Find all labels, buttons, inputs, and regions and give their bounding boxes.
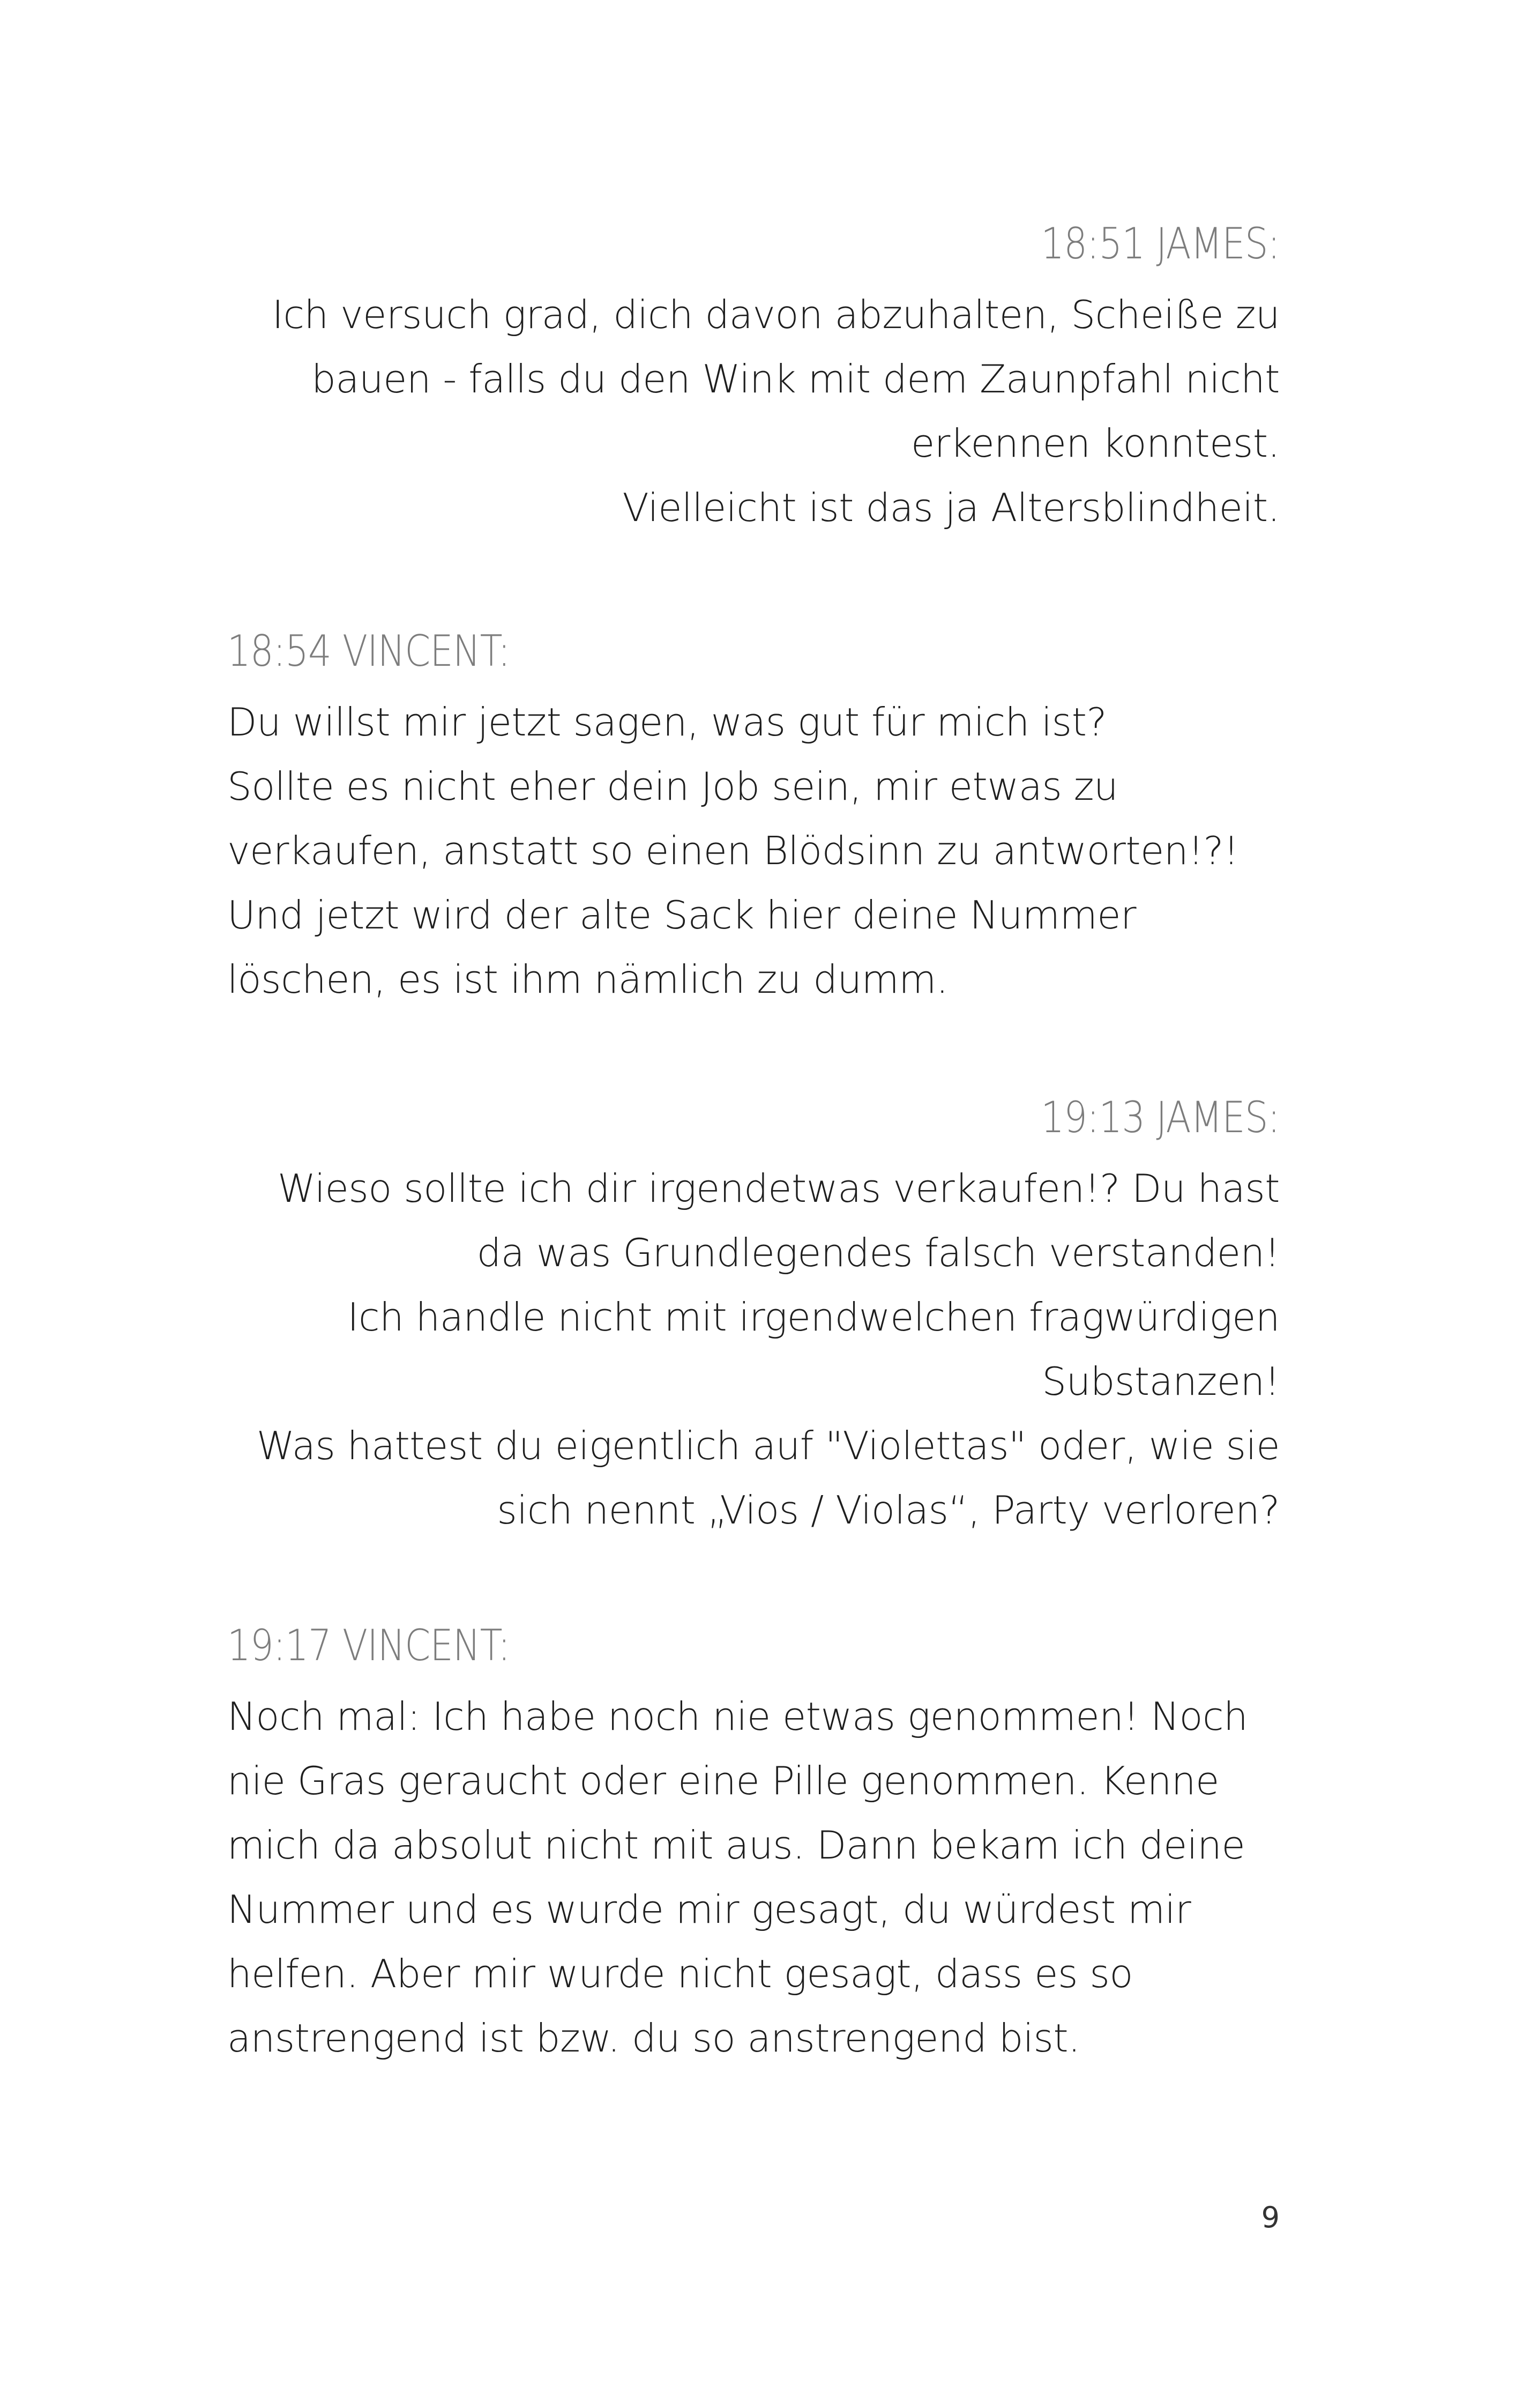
message-line: verkaufen, anstatt so einen Blödsinn zu antworten!?! — [227, 828, 1239, 873]
message-james-1913 — [227, 1091, 1280, 1542]
message-line: anstrengend ist bzw. du so anstrengend bist. — [227, 2016, 1080, 2061]
message-vincent-1917 — [227, 1619, 1280, 2070]
message-line: Ich versuch grad, dich davon abzuhalten, Scheiße zu — [272, 292, 1280, 337]
message-line: Nummer und es wurde mir gesagt, du würdest mir — [227, 1887, 1191, 1932]
message-body — [227, 1684, 1280, 2070]
message-body — [227, 690, 1280, 1012]
message-line: erkennen konntest. — [910, 421, 1280, 466]
message-line: Du willst mir jetzt sagen, was gut für mich ist? — [227, 700, 1107, 745]
message-vincent-1854 — [227, 625, 1280, 1012]
message-line: sich nennt „Vios / Violas“, Party verloren? — [497, 1488, 1280, 1533]
message-line: Und jetzt wird der alte Sack hier deine Nummer — [227, 893, 1137, 938]
message-line: Sollte es nicht eher dein Job sein, mir etwas zu — [227, 764, 1118, 809]
message-james-1851 — [227, 217, 1280, 540]
message-line: da was Grundlegendes falsch verstanden! — [476, 1230, 1280, 1275]
message-body — [227, 1156, 1280, 1542]
message-line: löschen, es ist ihm nämlich zu dumm. — [227, 957, 949, 1002]
message-line: nie Gras geraucht oder eine Pille genommen. Kenne — [227, 1758, 1219, 1803]
message-body — [227, 283, 1280, 540]
message-line: Vielleicht ist das ja Altersblindheit. — [622, 485, 1280, 530]
message-line: Substanzen! — [1042, 1359, 1280, 1404]
message-header: 18:54 VINCENT: — [227, 626, 510, 676]
message-header: 19:13 JAMES: — [1041, 1092, 1280, 1142]
message-line: mich da absolut nicht mit aus. Dann bekam ich deine — [227, 1823, 1245, 1868]
message-line: Was hattest du eigentlich auf "Violettas" oder, wie sie — [256, 1423, 1280, 1468]
message-header: 18:51 JAMES: — [1041, 219, 1280, 269]
message-line: Ich handle nicht mit irgendwelchen fragwürdigen — [347, 1295, 1280, 1340]
page-number: 9 — [1261, 2201, 1280, 2234]
message-header: 19:17 VINCENT: — [227, 1621, 510, 1670]
message-line: helfen. Aber mir wurde nicht gesagt, dass es so — [227, 1951, 1133, 1996]
message-line: Wieso sollte ich dir irgendetwas verkaufen!? Du hast — [277, 1166, 1280, 1211]
message-line: bauen - falls du den Wink mit dem Zaunpfahl nicht — [311, 356, 1280, 402]
message-line: Noch mal: Ich habe noch nie etwas genommen! Noch — [227, 1694, 1248, 1739]
